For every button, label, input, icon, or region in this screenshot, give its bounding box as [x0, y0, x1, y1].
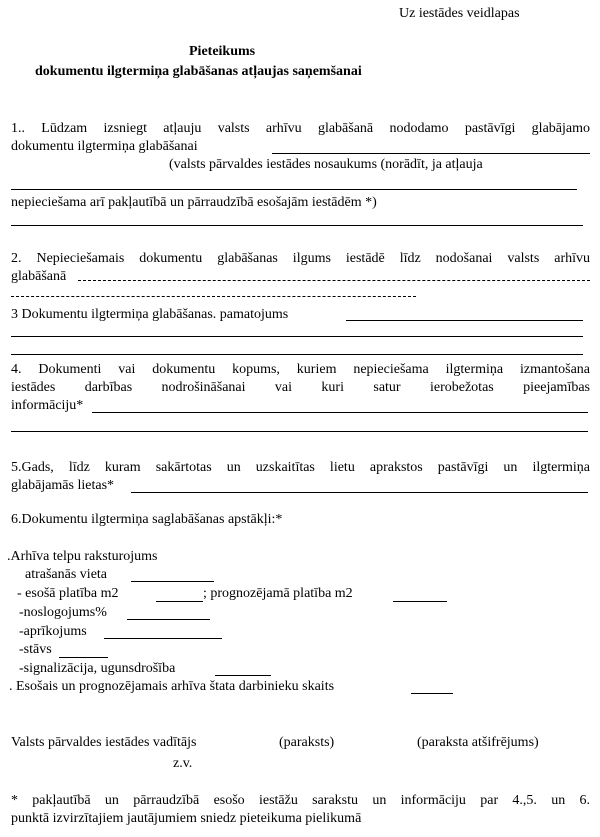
section6-heading: 6.Dokumentu ilgtermiņa saglabāšanas apstākļi:*	[11, 512, 283, 527]
section2-line2: glabāšanā	[11, 269, 67, 284]
justification-blank-line-2[interactable]	[11, 354, 583, 355]
head-of-institution-label: Valsts pārvaldes iestādes vadītājs	[11, 735, 197, 750]
condition-field[interactable]	[59, 657, 108, 658]
staff-field[interactable]	[411, 693, 453, 694]
archive-heading: .Arhīva telpu raksturojums	[7, 549, 158, 564]
equipment-field[interactable]	[104, 638, 222, 639]
alarm-field[interactable]	[215, 675, 271, 676]
condition-label: -stāvs	[19, 642, 52, 657]
letterhead-note: Uz iestādes veidlapas	[399, 6, 520, 21]
signature-label: (paraksts)	[279, 735, 335, 750]
current-area-field[interactable]	[156, 601, 203, 602]
justification-field[interactable]	[346, 320, 583, 321]
year-field[interactable]	[131, 492, 588, 493]
page-title: Pieteikums	[189, 44, 256, 59]
justification-blank-line[interactable]	[11, 336, 583, 337]
forecast-area-field[interactable]	[393, 601, 447, 602]
section1-hint1: (valsts pārvaldes iestādes nosaukums (norādīt, ja atļauja	[169, 157, 483, 172]
restricted-docs-blank-line[interactable]	[11, 431, 588, 432]
section5-line2: glabājamās lietas*	[11, 478, 115, 493]
section2-line1: 2. Nepieciešamais dokumentu glabāšanas ilgums iestādē līdz nodošanai valsts arhīvu	[11, 251, 590, 266]
footnote-line2: punktā izvirzītajiem jautājumiem sniedz pieteikuma pielikumā	[11, 811, 362, 826]
section1-blank-line[interactable]	[11, 189, 577, 190]
section3-label: 3 Dokumentu ilgtermiņa glabāšanas. pamatojums	[11, 307, 289, 322]
occupancy-label: -noslogojums%	[19, 605, 107, 620]
institution-name-field[interactable]	[272, 153, 590, 154]
occupancy-field[interactable]	[127, 619, 210, 620]
location-label: atrašanās vieta	[25, 567, 108, 582]
retention-period-field-2[interactable]	[11, 296, 416, 297]
staff-label: . Esošais un prognozējamais arhīva štata darbinieku skaits	[9, 679, 335, 694]
section1-line2: dokumentu ilgtermiņa glabāšanai	[11, 139, 198, 154]
section1-hint2: nepieciešama arī pakļautībā un pārraudzībā esošajām iestādēm *)	[11, 195, 377, 210]
section5-line1: 5.Gads, līdz kuram sakārtotas un uzskaitītas lietu aprakstos pastāvīgi un ilgtermiņa	[11, 460, 590, 475]
location-field[interactable]	[131, 581, 214, 582]
footnote-line1: * pakļautībā un pārraudzībā esošo iestāžu sarakstu un informāciju par 4.,5. un 6.	[11, 793, 590, 808]
section4-line1: 4. Dokumenti vai dokumentu kopums, kuriem nepieciešama ilgtermiņa izmantošana	[11, 362, 590, 377]
section1-line1: 1.. Lūdzam izsniegt atļauju valsts arhīvu glabāšanā nododamo pastāvīgi glabājamo	[11, 121, 590, 136]
signature-decode-label: (paraksta atšifrējums)	[417, 735, 539, 750]
stamp-label: z.v.	[173, 756, 193, 771]
section1-blank-line-2[interactable]	[11, 225, 583, 226]
retention-period-field[interactable]	[78, 280, 590, 281]
page-subtitle: dokumentu ilgtermiņa glabāšanas atļaujas saņemšanai	[35, 64, 362, 79]
forecast-area-label: ; prognozējamā platība m2	[203, 586, 353, 601]
section4-line3: informāciju*	[11, 398, 84, 413]
section4-line2: iestādes darbības nodrošināšanai vai kuri satur ierobežotas pieejamības	[11, 380, 590, 395]
current-area-label: - esošā platība m2	[17, 586, 119, 601]
equipment-label: -aprīkojums	[19, 624, 87, 639]
restricted-docs-field[interactable]	[92, 412, 588, 413]
alarm-label: -signalizācija, ugunsdrošība	[19, 661, 176, 676]
